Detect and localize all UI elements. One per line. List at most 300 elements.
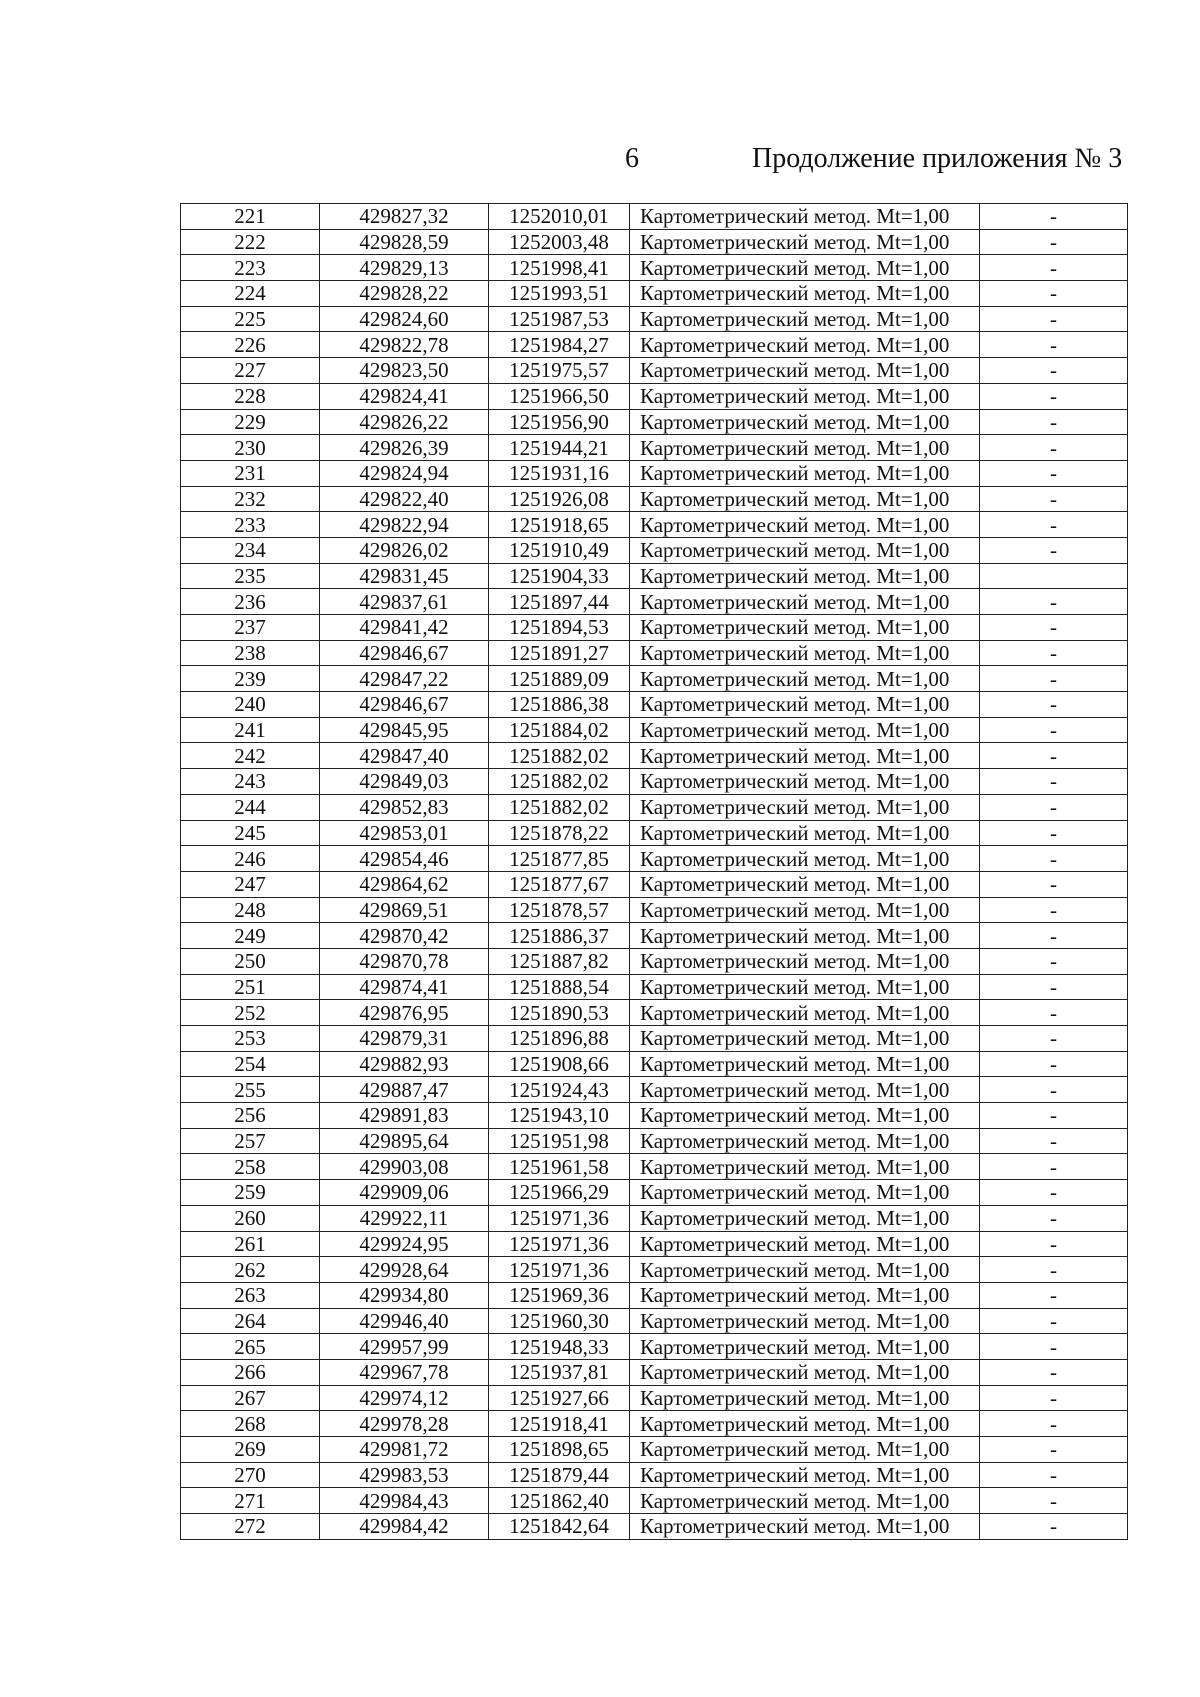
- table-row: [181, 1514, 1128, 1540]
- method-cell: Картометрический метод. Mt=1,00: [630, 820, 980, 846]
- method-cell: Картометрический метод. Mt=1,00: [630, 666, 980, 692]
- note-cell: -: [980, 1077, 1128, 1103]
- y-coordinate-cell: 1251956,90: [489, 409, 630, 435]
- point-number-cell: 271: [181, 1488, 320, 1514]
- note-cell: -: [980, 204, 1128, 230]
- x-coordinate-cell: 429957,99: [320, 1334, 489, 1360]
- point-number-cell: 245: [181, 820, 320, 846]
- x-coordinate-cell: 429824,41: [320, 383, 489, 409]
- y-coordinate-cell: 1251910,49: [489, 537, 630, 563]
- point-number-cell: 266: [181, 1359, 320, 1385]
- note-cell: -: [980, 717, 1128, 743]
- point-number-cell: 225: [181, 306, 320, 332]
- point-number-cell: 258: [181, 1154, 320, 1180]
- point-number-cell: 248: [181, 897, 320, 923]
- coordinates-table: [180, 203, 1128, 1540]
- point-number-cell: 238: [181, 640, 320, 666]
- point-number-cell: 247: [181, 871, 320, 897]
- note-cell: -: [980, 1282, 1128, 1308]
- method-cell: Картометрический метод. Mt=1,00: [630, 512, 980, 538]
- y-coordinate-cell: 1251966,50: [489, 383, 630, 409]
- note-cell: -: [980, 383, 1128, 409]
- y-coordinate-cell: 1251882,02: [489, 743, 630, 769]
- method-cell: Картометрический метод. Mt=1,00: [630, 229, 980, 255]
- x-coordinate-cell: 429824,94: [320, 460, 489, 486]
- method-cell: Картометрический метод. Mt=1,00: [630, 204, 980, 230]
- method-cell: Картометрический метод. Mt=1,00: [630, 948, 980, 974]
- table-row: [181, 1411, 1128, 1437]
- table-row: [181, 1385, 1128, 1411]
- y-coordinate-cell: 1251960,30: [489, 1308, 630, 1334]
- x-coordinate-cell: 429924,95: [320, 1231, 489, 1257]
- method-cell: Картометрический метод. Mt=1,00: [630, 1462, 980, 1488]
- point-number-cell: 264: [181, 1308, 320, 1334]
- x-coordinate-cell: 429895,64: [320, 1128, 489, 1154]
- y-coordinate-cell: 1251987,53: [489, 306, 630, 332]
- y-coordinate-cell: 1251924,43: [489, 1077, 630, 1103]
- method-cell: Картометрический метод. Mt=1,00: [630, 255, 980, 281]
- note-cell: -: [980, 1257, 1128, 1283]
- y-coordinate-cell: 1251879,44: [489, 1462, 630, 1488]
- method-cell: Картометрический метод. Mt=1,00: [630, 846, 980, 872]
- point-number-cell: 239: [181, 666, 320, 692]
- y-coordinate-cell: 1251878,22: [489, 820, 630, 846]
- note-cell: -: [980, 486, 1128, 512]
- note-cell: -: [980, 358, 1128, 384]
- note-cell: -: [980, 537, 1128, 563]
- table-row: [181, 717, 1128, 743]
- y-coordinate-cell: 1251971,36: [489, 1205, 630, 1231]
- page-number: 6: [625, 143, 639, 174]
- x-coordinate-cell: 429922,11: [320, 1205, 489, 1231]
- point-number-cell: 249: [181, 923, 320, 949]
- table-row: [181, 666, 1128, 692]
- method-cell: Картометрический метод. Mt=1,00: [630, 563, 980, 589]
- x-coordinate-cell: 429847,22: [320, 666, 489, 692]
- point-number-cell: 253: [181, 1026, 320, 1052]
- y-coordinate-cell: 1251966,29: [489, 1180, 630, 1206]
- table-row: [181, 358, 1128, 384]
- table-row: [181, 974, 1128, 1000]
- point-number-cell: 240: [181, 692, 320, 718]
- method-cell: Картометрический метод. Mt=1,00: [630, 1488, 980, 1514]
- note-cell: -: [980, 666, 1128, 692]
- y-coordinate-cell: 1251951,98: [489, 1128, 630, 1154]
- point-number-cell: 237: [181, 615, 320, 641]
- table-row: [181, 846, 1128, 872]
- x-coordinate-cell: 429984,43: [320, 1488, 489, 1514]
- method-cell: Картометрический метод. Mt=1,00: [630, 640, 980, 666]
- note-cell: -: [980, 281, 1128, 307]
- x-coordinate-cell: 429928,64: [320, 1257, 489, 1283]
- point-number-cell: 228: [181, 383, 320, 409]
- note-cell: -: [980, 589, 1128, 615]
- note-cell: -: [980, 1334, 1128, 1360]
- x-coordinate-cell: 429831,45: [320, 563, 489, 589]
- y-coordinate-cell: 1251878,57: [489, 897, 630, 923]
- point-number-cell: 234: [181, 537, 320, 563]
- method-cell: Картометрический метод. Mt=1,00: [630, 1000, 980, 1026]
- y-coordinate-cell: 1251937,81: [489, 1359, 630, 1385]
- note-cell: -: [980, 229, 1128, 255]
- point-number-cell: 272: [181, 1514, 320, 1540]
- x-coordinate-cell: 429828,59: [320, 229, 489, 255]
- x-coordinate-cell: 429822,78: [320, 332, 489, 358]
- point-number-cell: 235: [181, 563, 320, 589]
- y-coordinate-cell: 1251890,53: [489, 1000, 630, 1026]
- note-cell: -: [980, 1514, 1128, 1540]
- x-coordinate-cell: 429870,42: [320, 923, 489, 949]
- y-coordinate-cell: 1251897,44: [489, 589, 630, 615]
- table-row: [181, 409, 1128, 435]
- method-cell: Картометрический метод. Mt=1,00: [630, 1128, 980, 1154]
- y-coordinate-cell: 1251918,41: [489, 1411, 630, 1437]
- table-row: [181, 332, 1128, 358]
- table-row: [181, 255, 1128, 281]
- point-number-cell: 242: [181, 743, 320, 769]
- x-coordinate-cell: 429903,08: [320, 1154, 489, 1180]
- note-cell: -: [980, 948, 1128, 974]
- y-coordinate-cell: 1251918,65: [489, 512, 630, 538]
- note-cell: -: [980, 974, 1128, 1000]
- table-row: [181, 1257, 1128, 1283]
- point-number-cell: 268: [181, 1411, 320, 1437]
- note-cell: -: [980, 1180, 1128, 1206]
- table-row: [181, 383, 1128, 409]
- method-cell: Картометрический метод. Mt=1,00: [630, 332, 980, 358]
- y-coordinate-cell: 1251971,36: [489, 1257, 630, 1283]
- table-row: [181, 1026, 1128, 1052]
- table-row: [181, 1437, 1128, 1463]
- point-number-cell: 227: [181, 358, 320, 384]
- method-cell: Картометрический метод. Mt=1,00: [630, 383, 980, 409]
- point-number-cell: 224: [181, 281, 320, 307]
- note-cell: -: [980, 794, 1128, 820]
- method-cell: Картометрический метод. Mt=1,00: [630, 460, 980, 486]
- y-coordinate-cell: 1251898,65: [489, 1437, 630, 1463]
- x-coordinate-cell: 429887,47: [320, 1077, 489, 1103]
- method-cell: Картометрический метод. Mt=1,00: [630, 1051, 980, 1077]
- table-row: [181, 1154, 1128, 1180]
- note-cell: -: [980, 1308, 1128, 1334]
- table-row: [181, 486, 1128, 512]
- x-coordinate-cell: 429852,83: [320, 794, 489, 820]
- point-number-cell: 222: [181, 229, 320, 255]
- point-number-cell: 236: [181, 589, 320, 615]
- table-row: [181, 1231, 1128, 1257]
- x-coordinate-cell: 429822,94: [320, 512, 489, 538]
- method-cell: Картометрический метод. Mt=1,00: [630, 281, 980, 307]
- method-cell: Картометрический метод. Mt=1,00: [630, 871, 980, 897]
- y-coordinate-cell: 1251961,58: [489, 1154, 630, 1180]
- y-coordinate-cell: 1251886,37: [489, 923, 630, 949]
- y-coordinate-cell: 1251927,66: [489, 1385, 630, 1411]
- method-cell: Картометрический метод. Mt=1,00: [630, 897, 980, 923]
- point-number-cell: 230: [181, 435, 320, 461]
- table-row: [181, 871, 1128, 897]
- x-coordinate-cell: 429826,02: [320, 537, 489, 563]
- table-row: [181, 1000, 1128, 1026]
- method-cell: Картометрический метод. Mt=1,00: [630, 409, 980, 435]
- x-coordinate-cell: 429823,50: [320, 358, 489, 384]
- x-coordinate-cell: 429827,32: [320, 204, 489, 230]
- y-coordinate-cell: 1251882,02: [489, 769, 630, 795]
- method-cell: Картометрический метод. Mt=1,00: [630, 1231, 980, 1257]
- y-coordinate-cell: 1252010,01: [489, 204, 630, 230]
- x-coordinate-cell: 429837,61: [320, 589, 489, 615]
- table-row: [181, 1180, 1128, 1206]
- table-row: [181, 1334, 1128, 1360]
- method-cell: Картометрический метод. Mt=1,00: [630, 1514, 980, 1540]
- x-coordinate-cell: 429984,42: [320, 1514, 489, 1540]
- y-coordinate-cell: 1251888,54: [489, 974, 630, 1000]
- note-cell: -: [980, 897, 1128, 923]
- x-coordinate-cell: 429934,80: [320, 1282, 489, 1308]
- y-coordinate-cell: 1251984,27: [489, 332, 630, 358]
- y-coordinate-cell: 1251943,10: [489, 1103, 630, 1129]
- method-cell: Картометрический метод. Mt=1,00: [630, 537, 980, 563]
- x-coordinate-cell: 429974,12: [320, 1385, 489, 1411]
- method-cell: Картометрический метод. Mt=1,00: [630, 743, 980, 769]
- x-coordinate-cell: 429879,31: [320, 1026, 489, 1052]
- note-cell: -: [980, 846, 1128, 872]
- method-cell: Картометрический метод. Mt=1,00: [630, 1334, 980, 1360]
- table-row: [181, 1128, 1128, 1154]
- table-row: [181, 563, 1128, 589]
- note-cell: -: [980, 1128, 1128, 1154]
- note-cell: -: [980, 1154, 1128, 1180]
- table-row: [181, 1051, 1128, 1077]
- note-cell: -: [980, 1462, 1128, 1488]
- note-cell: -: [980, 1205, 1128, 1231]
- note-cell: -: [980, 1000, 1128, 1026]
- table-row: [181, 1488, 1128, 1514]
- point-number-cell: 255: [181, 1077, 320, 1103]
- table-row: [181, 769, 1128, 795]
- y-coordinate-cell: 1251862,40: [489, 1488, 630, 1514]
- table-row: [181, 229, 1128, 255]
- point-number-cell: 256: [181, 1103, 320, 1129]
- x-coordinate-cell: 429847,40: [320, 743, 489, 769]
- note-cell: -: [980, 1051, 1128, 1077]
- note-cell: -: [980, 1359, 1128, 1385]
- table-row: [181, 820, 1128, 846]
- point-number-cell: 270: [181, 1462, 320, 1488]
- y-coordinate-cell: 1251993,51: [489, 281, 630, 307]
- method-cell: Картометрический метод. Mt=1,00: [630, 1411, 980, 1437]
- note-cell: -: [980, 871, 1128, 897]
- table-row: [181, 1205, 1128, 1231]
- x-coordinate-cell: 429854,46: [320, 846, 489, 872]
- point-number-cell: 265: [181, 1334, 320, 1360]
- method-cell: Картометрический метод. Mt=1,00: [630, 923, 980, 949]
- point-number-cell: 246: [181, 846, 320, 872]
- x-coordinate-cell: 429829,13: [320, 255, 489, 281]
- method-cell: Картометрический метод. Mt=1,00: [630, 1180, 980, 1206]
- table-row: [181, 1308, 1128, 1334]
- method-cell: Картометрический метод. Mt=1,00: [630, 1359, 980, 1385]
- table-row: [181, 537, 1128, 563]
- point-number-cell: 250: [181, 948, 320, 974]
- point-number-cell: 231: [181, 460, 320, 486]
- y-coordinate-cell: 1251894,53: [489, 615, 630, 641]
- note-cell: -: [980, 1411, 1128, 1437]
- x-coordinate-cell: 429909,06: [320, 1180, 489, 1206]
- y-coordinate-cell: 1251975,57: [489, 358, 630, 384]
- note-cell: -: [980, 255, 1128, 281]
- note-cell: -: [980, 743, 1128, 769]
- table-row: [181, 923, 1128, 949]
- point-number-cell: 262: [181, 1257, 320, 1283]
- x-coordinate-cell: 429983,53: [320, 1462, 489, 1488]
- method-cell: Картометрический метод. Mt=1,00: [630, 1026, 980, 1052]
- x-coordinate-cell: 429967,78: [320, 1359, 489, 1385]
- x-coordinate-cell: 429891,83: [320, 1103, 489, 1129]
- method-cell: Картометрический метод. Mt=1,00: [630, 435, 980, 461]
- point-number-cell: 252: [181, 1000, 320, 1026]
- x-coordinate-cell: 429849,03: [320, 769, 489, 795]
- table-row: [181, 1462, 1128, 1488]
- table-row: [181, 306, 1128, 332]
- note-cell: -: [980, 923, 1128, 949]
- table-row: [181, 281, 1128, 307]
- point-number-cell: 233: [181, 512, 320, 538]
- method-cell: Картометрический метод. Mt=1,00: [630, 974, 980, 1000]
- point-number-cell: 254: [181, 1051, 320, 1077]
- point-number-cell: 226: [181, 332, 320, 358]
- y-coordinate-cell: 1251998,41: [489, 255, 630, 281]
- method-cell: Картометрический метод. Mt=1,00: [630, 692, 980, 718]
- point-number-cell: 221: [181, 204, 320, 230]
- x-coordinate-cell: 429946,40: [320, 1308, 489, 1334]
- method-cell: Картометрический метод. Mt=1,00: [630, 1077, 980, 1103]
- method-cell: Картометрический метод. Mt=1,00: [630, 1385, 980, 1411]
- note-cell: -: [980, 332, 1128, 358]
- table-row: [181, 460, 1128, 486]
- note-cell: -: [980, 769, 1128, 795]
- x-coordinate-cell: 429869,51: [320, 897, 489, 923]
- note-cell: -: [980, 460, 1128, 486]
- method-cell: Картометрический метод. Mt=1,00: [630, 589, 980, 615]
- x-coordinate-cell: 429822,40: [320, 486, 489, 512]
- x-coordinate-cell: 429853,01: [320, 820, 489, 846]
- page-caption: Продолжение приложения № 3: [752, 143, 1123, 174]
- table-row: [181, 435, 1128, 461]
- note-cell: -: [980, 409, 1128, 435]
- y-coordinate-cell: 1251969,36: [489, 1282, 630, 1308]
- table-row: [181, 615, 1128, 641]
- x-coordinate-cell: 429882,93: [320, 1051, 489, 1077]
- x-coordinate-cell: 429845,95: [320, 717, 489, 743]
- y-coordinate-cell: 1251891,27: [489, 640, 630, 666]
- point-number-cell: 269: [181, 1437, 320, 1463]
- table-row: [181, 1282, 1128, 1308]
- table-row: [181, 1359, 1128, 1385]
- point-number-cell: 261: [181, 1231, 320, 1257]
- method-cell: Картометрический метод. Mt=1,00: [630, 615, 980, 641]
- note-cell: -: [980, 640, 1128, 666]
- x-coordinate-cell: 429846,67: [320, 640, 489, 666]
- y-coordinate-cell: 1251884,02: [489, 717, 630, 743]
- table-row: [181, 743, 1128, 769]
- point-number-cell: 257: [181, 1128, 320, 1154]
- note-cell: -: [980, 820, 1128, 846]
- table-row: [181, 897, 1128, 923]
- y-coordinate-cell: 1251877,85: [489, 846, 630, 872]
- x-coordinate-cell: 429826,39: [320, 435, 489, 461]
- table-row: [181, 794, 1128, 820]
- point-number-cell: 223: [181, 255, 320, 281]
- y-coordinate-cell: 1251931,16: [489, 460, 630, 486]
- y-coordinate-cell: 1251887,82: [489, 948, 630, 974]
- note-cell: -: [980, 435, 1128, 461]
- table-row: [181, 1103, 1128, 1129]
- method-cell: Картометрический метод. Mt=1,00: [630, 306, 980, 332]
- method-cell: Картометрический метод. Mt=1,00: [630, 1257, 980, 1283]
- note-cell: -: [980, 512, 1128, 538]
- y-coordinate-cell: 1251896,88: [489, 1026, 630, 1052]
- y-coordinate-cell: 1251948,33: [489, 1334, 630, 1360]
- method-cell: Картометрический метод. Mt=1,00: [630, 769, 980, 795]
- x-coordinate-cell: 429846,67: [320, 692, 489, 718]
- x-coordinate-cell: 429870,78: [320, 948, 489, 974]
- point-number-cell: 243: [181, 769, 320, 795]
- y-coordinate-cell: 1251904,33: [489, 563, 630, 589]
- point-number-cell: 229: [181, 409, 320, 435]
- point-number-cell: 259: [181, 1180, 320, 1206]
- note-cell: -: [980, 1488, 1128, 1514]
- y-coordinate-cell: 1251882,02: [489, 794, 630, 820]
- y-coordinate-cell: 1251886,38: [489, 692, 630, 718]
- point-number-cell: 260: [181, 1205, 320, 1231]
- point-number-cell: 244: [181, 794, 320, 820]
- method-cell: Картометрический метод. Mt=1,00: [630, 1103, 980, 1129]
- method-cell: Картометрический метод. Mt=1,00: [630, 717, 980, 743]
- x-coordinate-cell: 429841,42: [320, 615, 489, 641]
- note-cell: -: [980, 1231, 1128, 1257]
- x-coordinate-cell: 429876,95: [320, 1000, 489, 1026]
- x-coordinate-cell: 429981,72: [320, 1437, 489, 1463]
- note-cell: -: [980, 1385, 1128, 1411]
- point-number-cell: 232: [181, 486, 320, 512]
- y-coordinate-cell: 1251877,67: [489, 871, 630, 897]
- note-cell: -: [980, 306, 1128, 332]
- y-coordinate-cell: 1251944,21: [489, 435, 630, 461]
- note-cell: -: [980, 692, 1128, 718]
- x-coordinate-cell: 429978,28: [320, 1411, 489, 1437]
- x-coordinate-cell: 429874,41: [320, 974, 489, 1000]
- method-cell: Картометрический метод. Mt=1,00: [630, 1154, 980, 1180]
- y-coordinate-cell: 1251889,09: [489, 666, 630, 692]
- note-cell: -: [980, 1026, 1128, 1052]
- point-number-cell: 263: [181, 1282, 320, 1308]
- x-coordinate-cell: 429828,22: [320, 281, 489, 307]
- table-row: [181, 204, 1128, 230]
- method-cell: Картометрический метод. Mt=1,00: [630, 1437, 980, 1463]
- y-coordinate-cell: 1252003,48: [489, 229, 630, 255]
- table-row: [181, 640, 1128, 666]
- table-row: [181, 512, 1128, 538]
- point-number-cell: 267: [181, 1385, 320, 1411]
- x-coordinate-cell: 429824,60: [320, 306, 489, 332]
- method-cell: Картометрический метод. Mt=1,00: [630, 1308, 980, 1334]
- method-cell: Картометрический метод. Mt=1,00: [630, 794, 980, 820]
- method-cell: Картометрический метод. Mt=1,00: [630, 358, 980, 384]
- coordinates-table-body: [181, 204, 1128, 1540]
- point-number-cell: 241: [181, 717, 320, 743]
- point-number-cell: 251: [181, 974, 320, 1000]
- y-coordinate-cell: 1251971,36: [489, 1231, 630, 1257]
